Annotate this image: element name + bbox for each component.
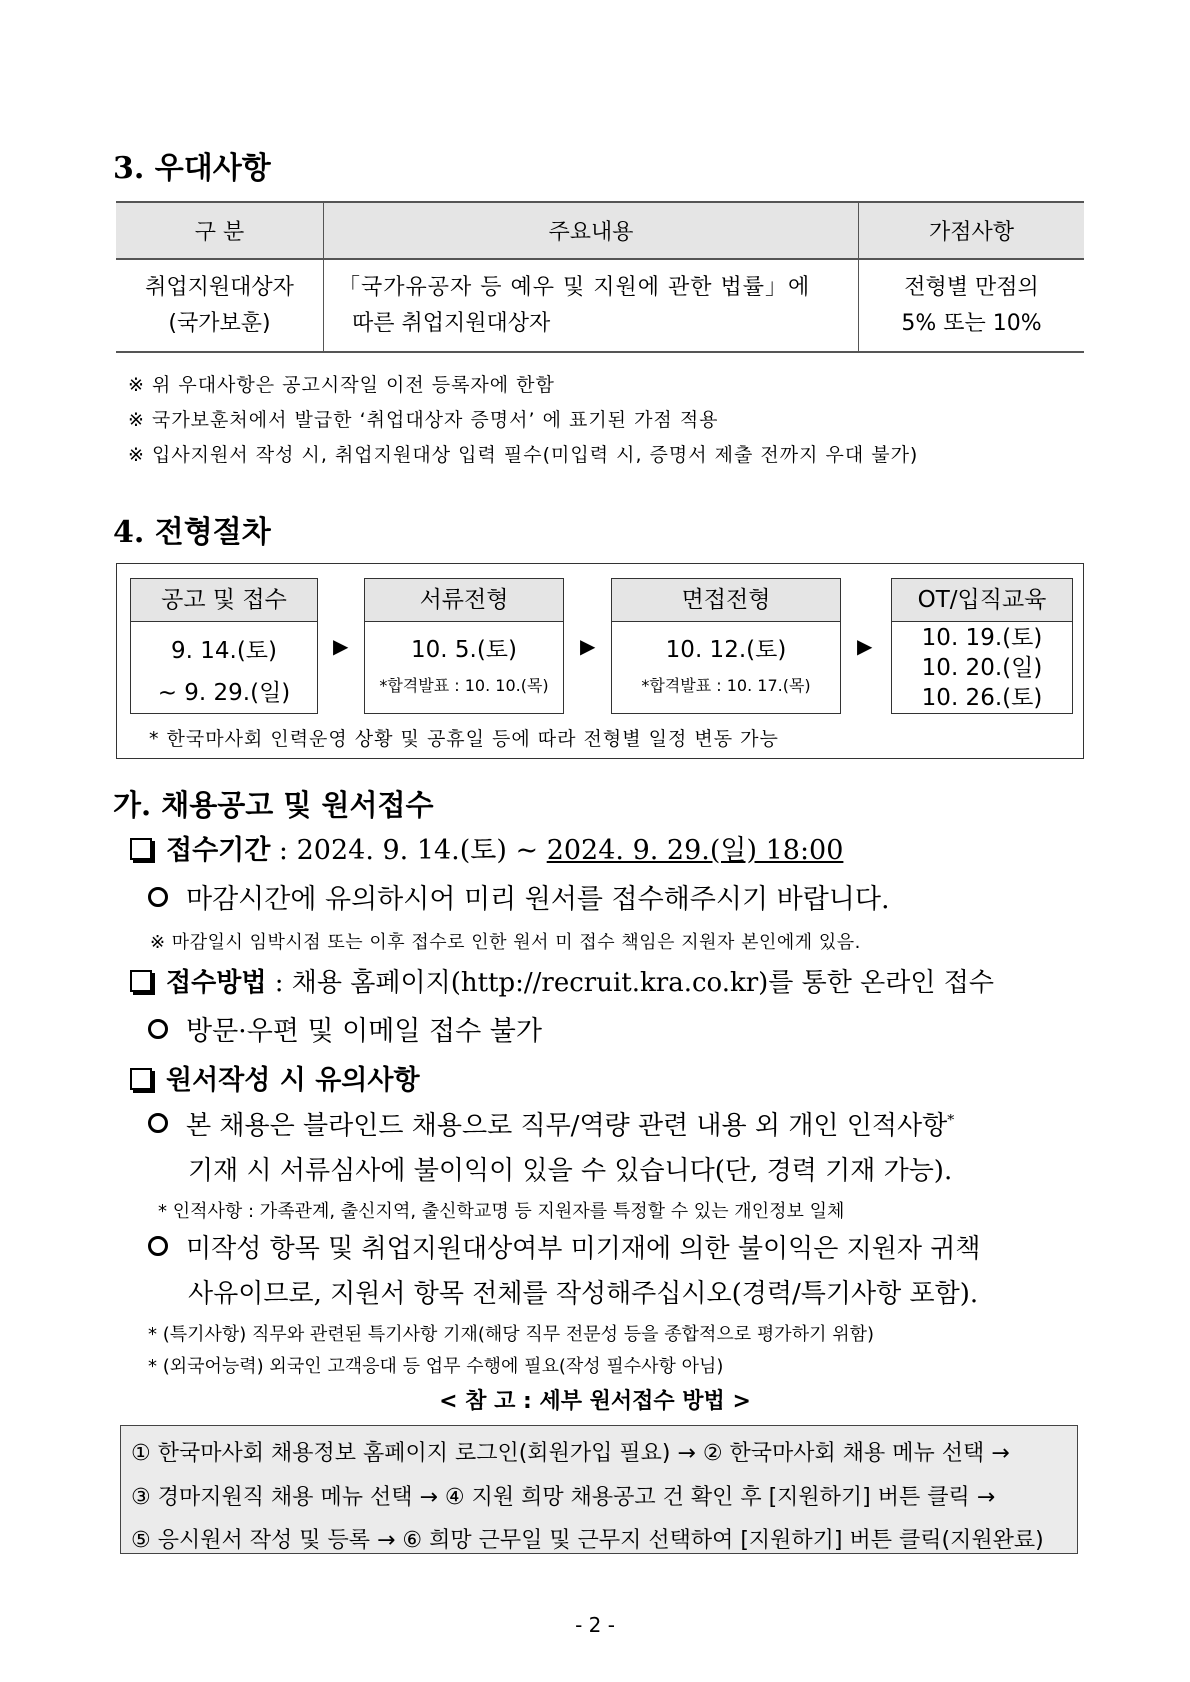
reference-line: ③ 경마지원직 채용 메뉴 선택 → ④ 지원 희망 채용공고 건 확인 후 [지원하기] 버튼 클릭 → <box>131 1485 996 1510</box>
step-title: OT/입직교육 <box>892 579 1072 622</box>
step-date: 10. 19.(토) <box>921 625 1043 651</box>
section3-heading: 3. 우대사항 <box>113 151 271 186</box>
caution-label: 원서작성 시 유의사항 <box>166 1065 420 1096</box>
step-application <box>130 578 318 714</box>
reference-title: < 참 고 : 세부 원서접수 방법 > <box>439 1389 751 1414</box>
col-header-content: 주요내용 <box>324 202 859 259</box>
circle-bullet-icon <box>148 1019 168 1039</box>
method-label: 접수방법 <box>166 968 267 998</box>
square-bullet-icon <box>130 970 152 992</box>
step-announcement: *합격발표 : 10. 17.(목) <box>641 676 811 695</box>
period-bullet: 마감시간에 유의하시어 미리 원서를 접수해주시기 바랍니다. <box>186 884 890 915</box>
step-title: 면접전형 <box>612 579 840 622</box>
sectionA-heading: 가. 채용공고 및 원서접수 <box>113 788 434 822</box>
page-number: - 2 - <box>575 1613 615 1637</box>
period-label: 접수기간 <box>166 835 271 866</box>
caution-line <box>130 1058 420 1097</box>
caution-b1-line2: 기재 시 서류심사에 불이익이 있을 수 있습니다(단, 경력 기재 가능). <box>188 1156 953 1186</box>
points-line: 5% 또는 10% <box>901 310 1042 336</box>
content-line: 따른 취업지원대상자 <box>352 310 551 336</box>
points-line: 전형별 만점의 <box>904 274 1039 300</box>
preference-note: ※ 입사지원서 작성 시, 취업지원대상 입력 필수(미입력 시, 증명서 제출 전까지 우대 불가) <box>128 444 919 466</box>
preference-note: ※ 국가보훈처에서 발급한 ‘취업대상자 증명서’ 에 표기된 가점 적용 <box>128 409 719 431</box>
preference-table <box>116 201 1084 353</box>
category-line: 취업지원대상자 <box>145 274 294 300</box>
procedure-box <box>116 563 1084 759</box>
period-note: ※ 마감일시 임박시점 또는 이후 접수로 인한 원서 미 접수 책임은 지원자 본인에게 있음. <box>150 932 861 953</box>
step-document <box>364 578 564 714</box>
step-announcement: *합격발표 : 10. 10.(목) <box>379 676 549 695</box>
caution-b2-note: * (외국어능력) 외국인 고객응대 등 업무 수행에 필요(작성 필수사항 아님) <box>148 1356 724 1377</box>
category-line: (국가보훈) <box>168 310 271 336</box>
section4-heading: 4. 전형절차 <box>113 515 271 550</box>
period-bullet-line <box>148 877 890 916</box>
step-date: ~ 9. 29.(일) <box>157 680 291 706</box>
col-header-points: 가점사항 <box>859 202 1085 259</box>
caution-b1-note: * 인적사항 : 가족관계, 출신지역, 출신학교명 등 지원자를 특정할 수 있는 개인정보 일체 <box>158 1201 845 1222</box>
circle-bullet-icon <box>148 1113 168 1133</box>
step-interview <box>611 578 841 714</box>
method-text: : 채용 홈페이지(http://recruit.kra.co.kr)를 통한 온라인 접수 <box>274 968 995 998</box>
reference-line: ① 한국마사회 채용정보 홈페이지 로그인(회원가입 필요) → ② 한국마사회 채용 메뉴 선택 → <box>131 1441 1010 1466</box>
procedure-footnote: * 한국마사회 인력운영 상황 및 공휴일 등에 따라 전형별 일정 변동 가능 <box>149 728 779 750</box>
square-bullet-icon <box>130 838 152 860</box>
caution-bullet-1 <box>148 1105 954 1142</box>
caution-b2-line2: 사유이므로, 지원서 항목 전체를 작성해주십시오(경력/특기사항 포함). <box>188 1279 979 1309</box>
arrow-right-icon: ▶ <box>580 634 596 658</box>
cell-content <box>324 259 859 352</box>
preference-note: ※ 위 우대사항은 공고시작일 이전 등록자에 한함 <box>128 374 555 396</box>
footnote-marker: * <box>947 1112 955 1129</box>
step-date: 10. 20.(일) <box>921 655 1043 681</box>
col-header-category: 구 분 <box>116 202 324 259</box>
step-date: 10. 5.(토) <box>411 637 517 663</box>
step-date: 10. 12.(토) <box>665 637 787 663</box>
caution-b2-note: * (특기사항) 직무와 관련된 특기사항 기재(해당 직무 전문성 등을 종합적으로 평가하기 위함) <box>148 1324 874 1345</box>
step-orientation <box>891 578 1073 714</box>
caution-bullet-2 <box>148 1228 980 1265</box>
arrow-right-icon: ▶ <box>857 634 873 658</box>
method-bullet: 방문·우편 및 이메일 접수 불가 <box>186 1016 542 1047</box>
step-title: 서류전형 <box>365 579 563 622</box>
step-title: 공고 및 접수 <box>131 579 317 622</box>
content-line: 「국가유공자 등 예우 및 지원에 관한 법률」에 <box>338 274 811 300</box>
caution-b2-text: 미작성 항목 및 취업지원대상여부 미기재에 의한 불이익은 지원자 귀책 <box>186 1234 981 1264</box>
table-row <box>116 259 1084 352</box>
square-bullet-icon <box>130 1068 152 1090</box>
step-date: 10. 26.(토) <box>921 685 1043 711</box>
circle-bullet-icon <box>148 1236 168 1256</box>
method-bullet-line <box>148 1009 542 1048</box>
step-date: 9. 14.(토) <box>171 638 277 664</box>
reference-line: ⑤ 응시원서 작성 및 등록 → ⑥ 희망 근무일 및 근무지 선택하여 [지원하기] 버튼 클릭(지원완료) <box>131 1528 1044 1553</box>
cell-points <box>859 259 1085 352</box>
period-end: 2024. 9. 29.(일) 18:00 <box>546 835 844 866</box>
cell-category <box>116 259 324 352</box>
caution-b1-text: 본 채용은 블라인드 채용으로 직무/역량 관련 내용 외 개인 인적사항 <box>186 1111 948 1141</box>
reference-box <box>120 1425 1078 1554</box>
method-line <box>130 962 994 999</box>
circle-bullet-icon <box>148 887 168 907</box>
period-start: : 2024. 9. 14.(토) ~ <box>278 835 547 866</box>
arrow-right-icon: ▶ <box>333 634 349 658</box>
period-line <box>130 828 843 867</box>
